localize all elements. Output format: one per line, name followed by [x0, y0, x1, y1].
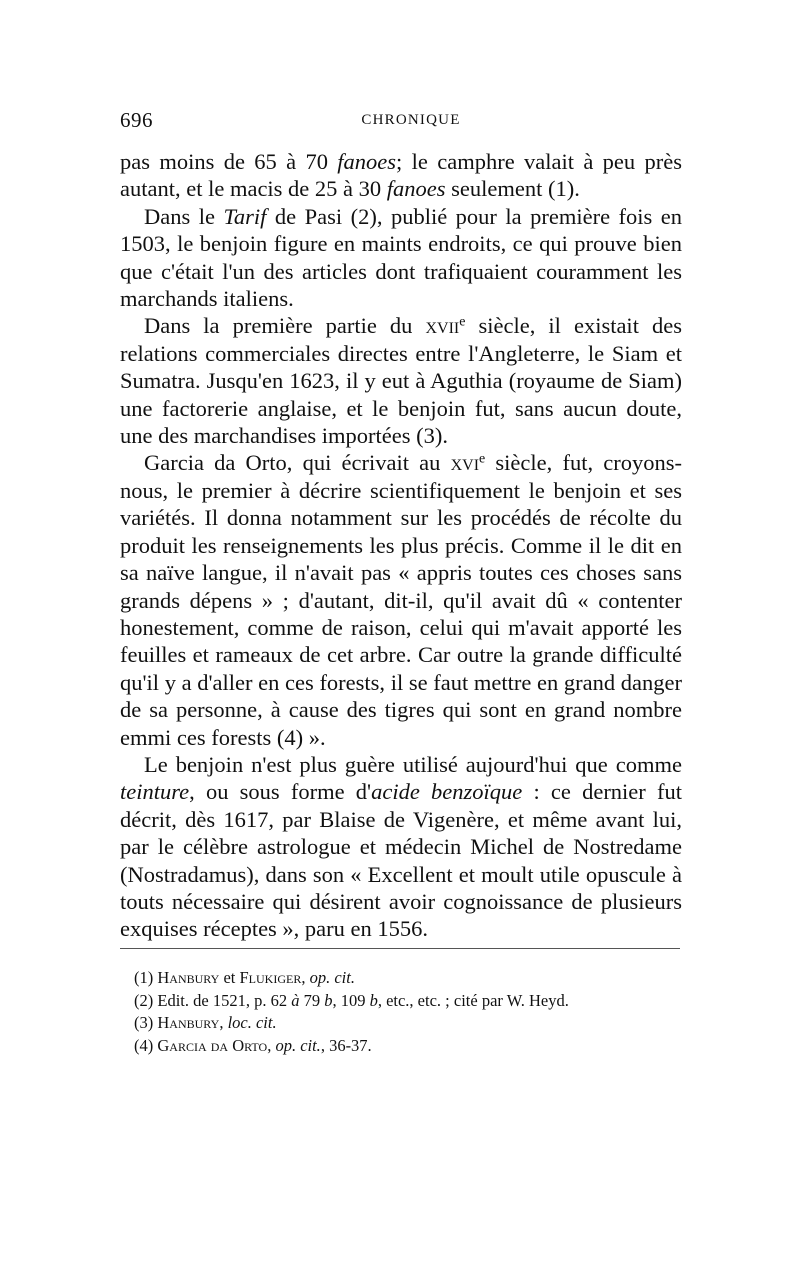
footnote-1: [134, 967, 680, 990]
text-run: pas moins de 65 à 70: [120, 149, 338, 174]
footnote-reference: op. cit.: [275, 1035, 321, 1055]
text-run: , 109: [332, 990, 370, 1010]
text-run: : ce dernier fut décrit, dès 1617, par Blaise de Vigenère, et même avant lui, par le célèbre astrologue et médecin Michel de Nostredame (Nostradamus), dans son « Excellent et moult utile opuscule à touts nécessaire qui désirent avoir cognoissance de plusieurs exquises réceptes », paru en 1556.: [120, 779, 682, 942]
text-run: 79: [299, 990, 325, 1010]
text-run: ,: [267, 1035, 276, 1055]
footnote-reference: op. cit.: [309, 968, 355, 987]
footnote-number: (2): [134, 990, 158, 1010]
text-run: seulement (1).: [445, 176, 580, 202]
text-run: Dans la première partie du: [144, 313, 426, 339]
footnote-author: Hanbury: [157, 1013, 220, 1032]
body-text: [120, 148, 682, 943]
footnote-2: [134, 990, 680, 1013]
text-run: , ou sous forme d': [189, 779, 372, 805]
text-run: , 36-37.: [320, 1035, 372, 1055]
footnote-number: (1): [134, 968, 158, 987]
italic-term: fanoes: [386, 176, 446, 202]
text-run: de Pasi (2), publié pour la première fois en 1503, le benjoin figure en maints endroits, ce qui prouve bien que c'était l'un des articles dont trafiquaient couramment les marchands italiens.: [120, 203, 683, 312]
paragraph-3: [120, 312, 682, 449]
text-run: ; le camphre valait à peu près autant, et le macis de 25 à 30: [120, 149, 682, 202]
footnote-number: (4): [134, 1035, 158, 1055]
footnote-italic: b: [369, 990, 378, 1010]
footnote-4: [134, 1035, 680, 1058]
paragraph-4: [120, 449, 682, 750]
footnotes: [134, 967, 680, 1057]
text-run: Dans le: [144, 203, 224, 229]
footnote-italic: à: [291, 990, 300, 1010]
text-run: ,: [301, 968, 310, 987]
paragraph-1: [120, 148, 682, 203]
paragraph-2: [120, 203, 682, 313]
footnote-number: (3): [134, 1013, 158, 1032]
page-header: [120, 108, 680, 134]
footnote-reference: loc. cit.: [227, 1013, 277, 1032]
text-run: Garcia da Orto, qui écrivait au: [144, 450, 451, 476]
running-title: CHRONIQUE: [361, 112, 461, 128]
text-run: ,: [219, 1013, 228, 1032]
italic-term: teinture: [120, 779, 190, 805]
page-number: 696: [120, 108, 153, 132]
century-numeral: xvii: [425, 313, 460, 339]
footnote-author: Garcia da Orto: [157, 1035, 268, 1055]
text-run: Le benjoin n'est plus guère utilisé aujourd'hui que comme: [144, 751, 682, 777]
text-run: , etc., etc. ; cité par W. Heyd.: [377, 990, 569, 1010]
paragraph-5: [120, 751, 682, 943]
text-run: siècle, il existait des relations commerciales directes entre l'Angleterre, le Siam et Sumatra. Jusqu'en 1623, il y eut à Aguthia (royaume de Siam) une factorerie anglaise, et le benjoin fut, sans aucun doute, une des marchandises importées (3).: [120, 313, 682, 449]
footnote-author: Hanbury: [157, 968, 220, 987]
footnote-italic: b: [324, 990, 333, 1010]
text-run: et: [219, 968, 240, 987]
century-superscript: e: [479, 451, 486, 467]
footnote-author: Flukiger: [239, 968, 302, 987]
text-run: siècle, fut, croyons-nous, le premier à décrire scientifiquement le benjoin et ses variétés. Il donna notamment sur les procédés de récolte du produit les renseignements les plus précis. Comme il le dit en sa naïve langue, il n'avait pas « appris toutes ces choses sans grands dépens » ; d'autant, dit-il, qu'il avait dû « contenter honestement, comme de raison, celui qui m'avait apporté les feuilles et rameaux de cet arbre. Car outre la grande difficulté qu'il y a d'aller en ces forests, il se faut mettre en grand danger de sa personne, à cause des tigres qui sont en grand nombre emmi ces forests (4) ».: [120, 450, 682, 750]
italic-term: Tarif: [223, 203, 267, 229]
footnote-separator: [120, 948, 680, 949]
italic-term: fanoes: [337, 149, 397, 174]
footnote-3: [134, 1012, 680, 1035]
century-superscript: e: [459, 314, 466, 330]
italic-term: acide benzoïque: [371, 779, 523, 805]
century-numeral: xvi: [450, 450, 480, 476]
text-run: Edit. de 1521, p. 62: [157, 990, 292, 1010]
